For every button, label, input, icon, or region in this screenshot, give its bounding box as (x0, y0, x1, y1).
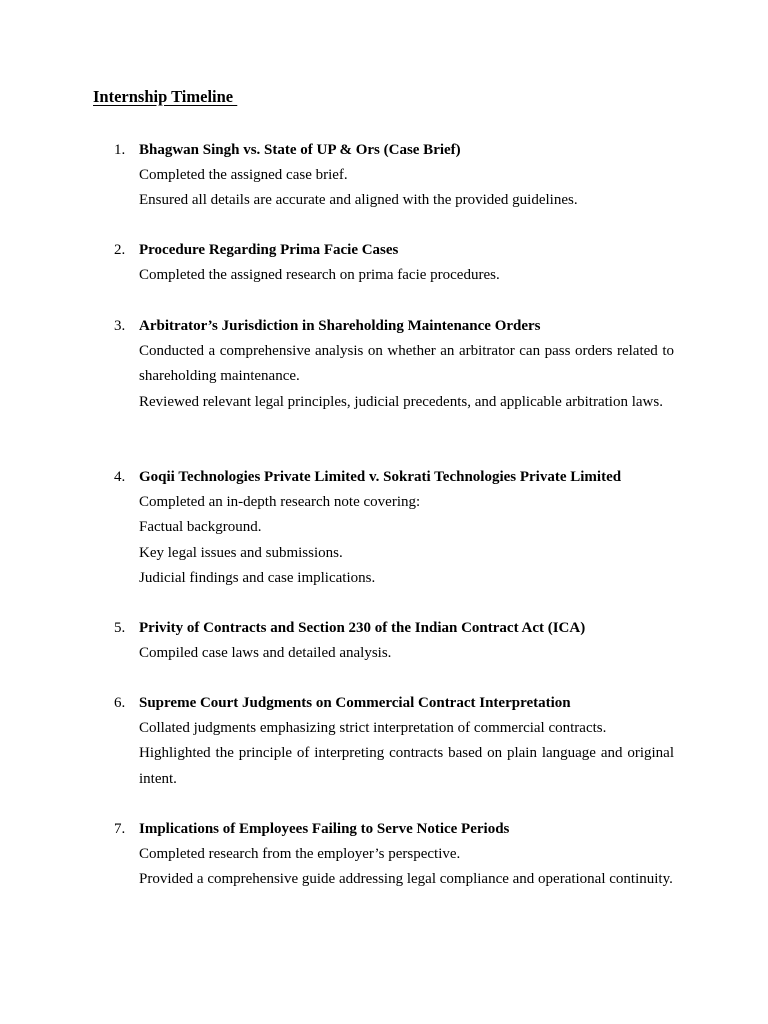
item-body (139, 314, 674, 415)
item-number: 3. (114, 318, 126, 334)
item-line: Compiled case laws and detailed analysis. (139, 645, 392, 662)
item-line: Completed research from the employer’s perspective. (139, 846, 461, 863)
item-line: Completed the assigned research on prima facie procedures. (139, 267, 500, 284)
item-body (139, 465, 674, 591)
item-body (139, 138, 674, 214)
item-number: 4. (114, 469, 126, 485)
item-number: 6. (114, 695, 126, 711)
document-title: Internship Timeline (93, 87, 238, 106)
item-line: Completed the assigned case brief. (139, 167, 348, 184)
item-number: 1. (114, 142, 126, 158)
item-heading: Implications of Employees Failing to Serve Notice Periods (139, 821, 510, 837)
item-line: Conducted a comprehensive analysis on whether an arbitrator can pass orders related to shareholding maintenance. (139, 343, 674, 385)
item-line: Factual background. (139, 519, 262, 536)
item-heading: Arbitrator’s Jurisdiction in Shareholding Maintenance Orders (139, 318, 541, 334)
item-line: Judicial findings and case implications. (139, 569, 376, 586)
item-line: Reviewed relevant legal principles, judicial precedents, and applicable arbitration laws. (139, 393, 663, 410)
item-line: Key legal issues and submissions. (139, 544, 343, 561)
item-heading: Privity of Contracts and Section 230 of the Indian Contract Act (ICA) (139, 620, 586, 636)
item-number: 7. (114, 821, 126, 837)
item-number: 5. (114, 620, 126, 636)
item-heading: Procedure Regarding Prima Facie Cases (139, 242, 399, 258)
item-line: Highlighted the principle of interpreting contracts based on plain language and original intent. (139, 745, 674, 787)
item-number: 2. (114, 242, 126, 258)
item-heading: Goqii Technologies Private Limited v. Sokrati Technologies Private Limited (139, 469, 622, 485)
item-body (139, 616, 674, 666)
item-line: Collated judgments emphasizing strict interpretation of commercial contracts. (139, 720, 607, 737)
item-heading: Supreme Court Judgments on Commercial Contract Interpretation (139, 695, 571, 711)
item-line: Completed an in-depth research note covering: (139, 494, 421, 511)
item-body (139, 238, 674, 288)
item-line: Provided a comprehensive guide addressing legal compliance and operational continuity. (139, 871, 673, 888)
item-body (139, 817, 674, 893)
item-body (139, 691, 674, 792)
item-heading: Bhagwan Singh vs. State of UP & Ors (Case Brief) (139, 142, 461, 158)
item-line: Ensured all details are accurate and aligned with the provided guidelines. (139, 192, 578, 209)
